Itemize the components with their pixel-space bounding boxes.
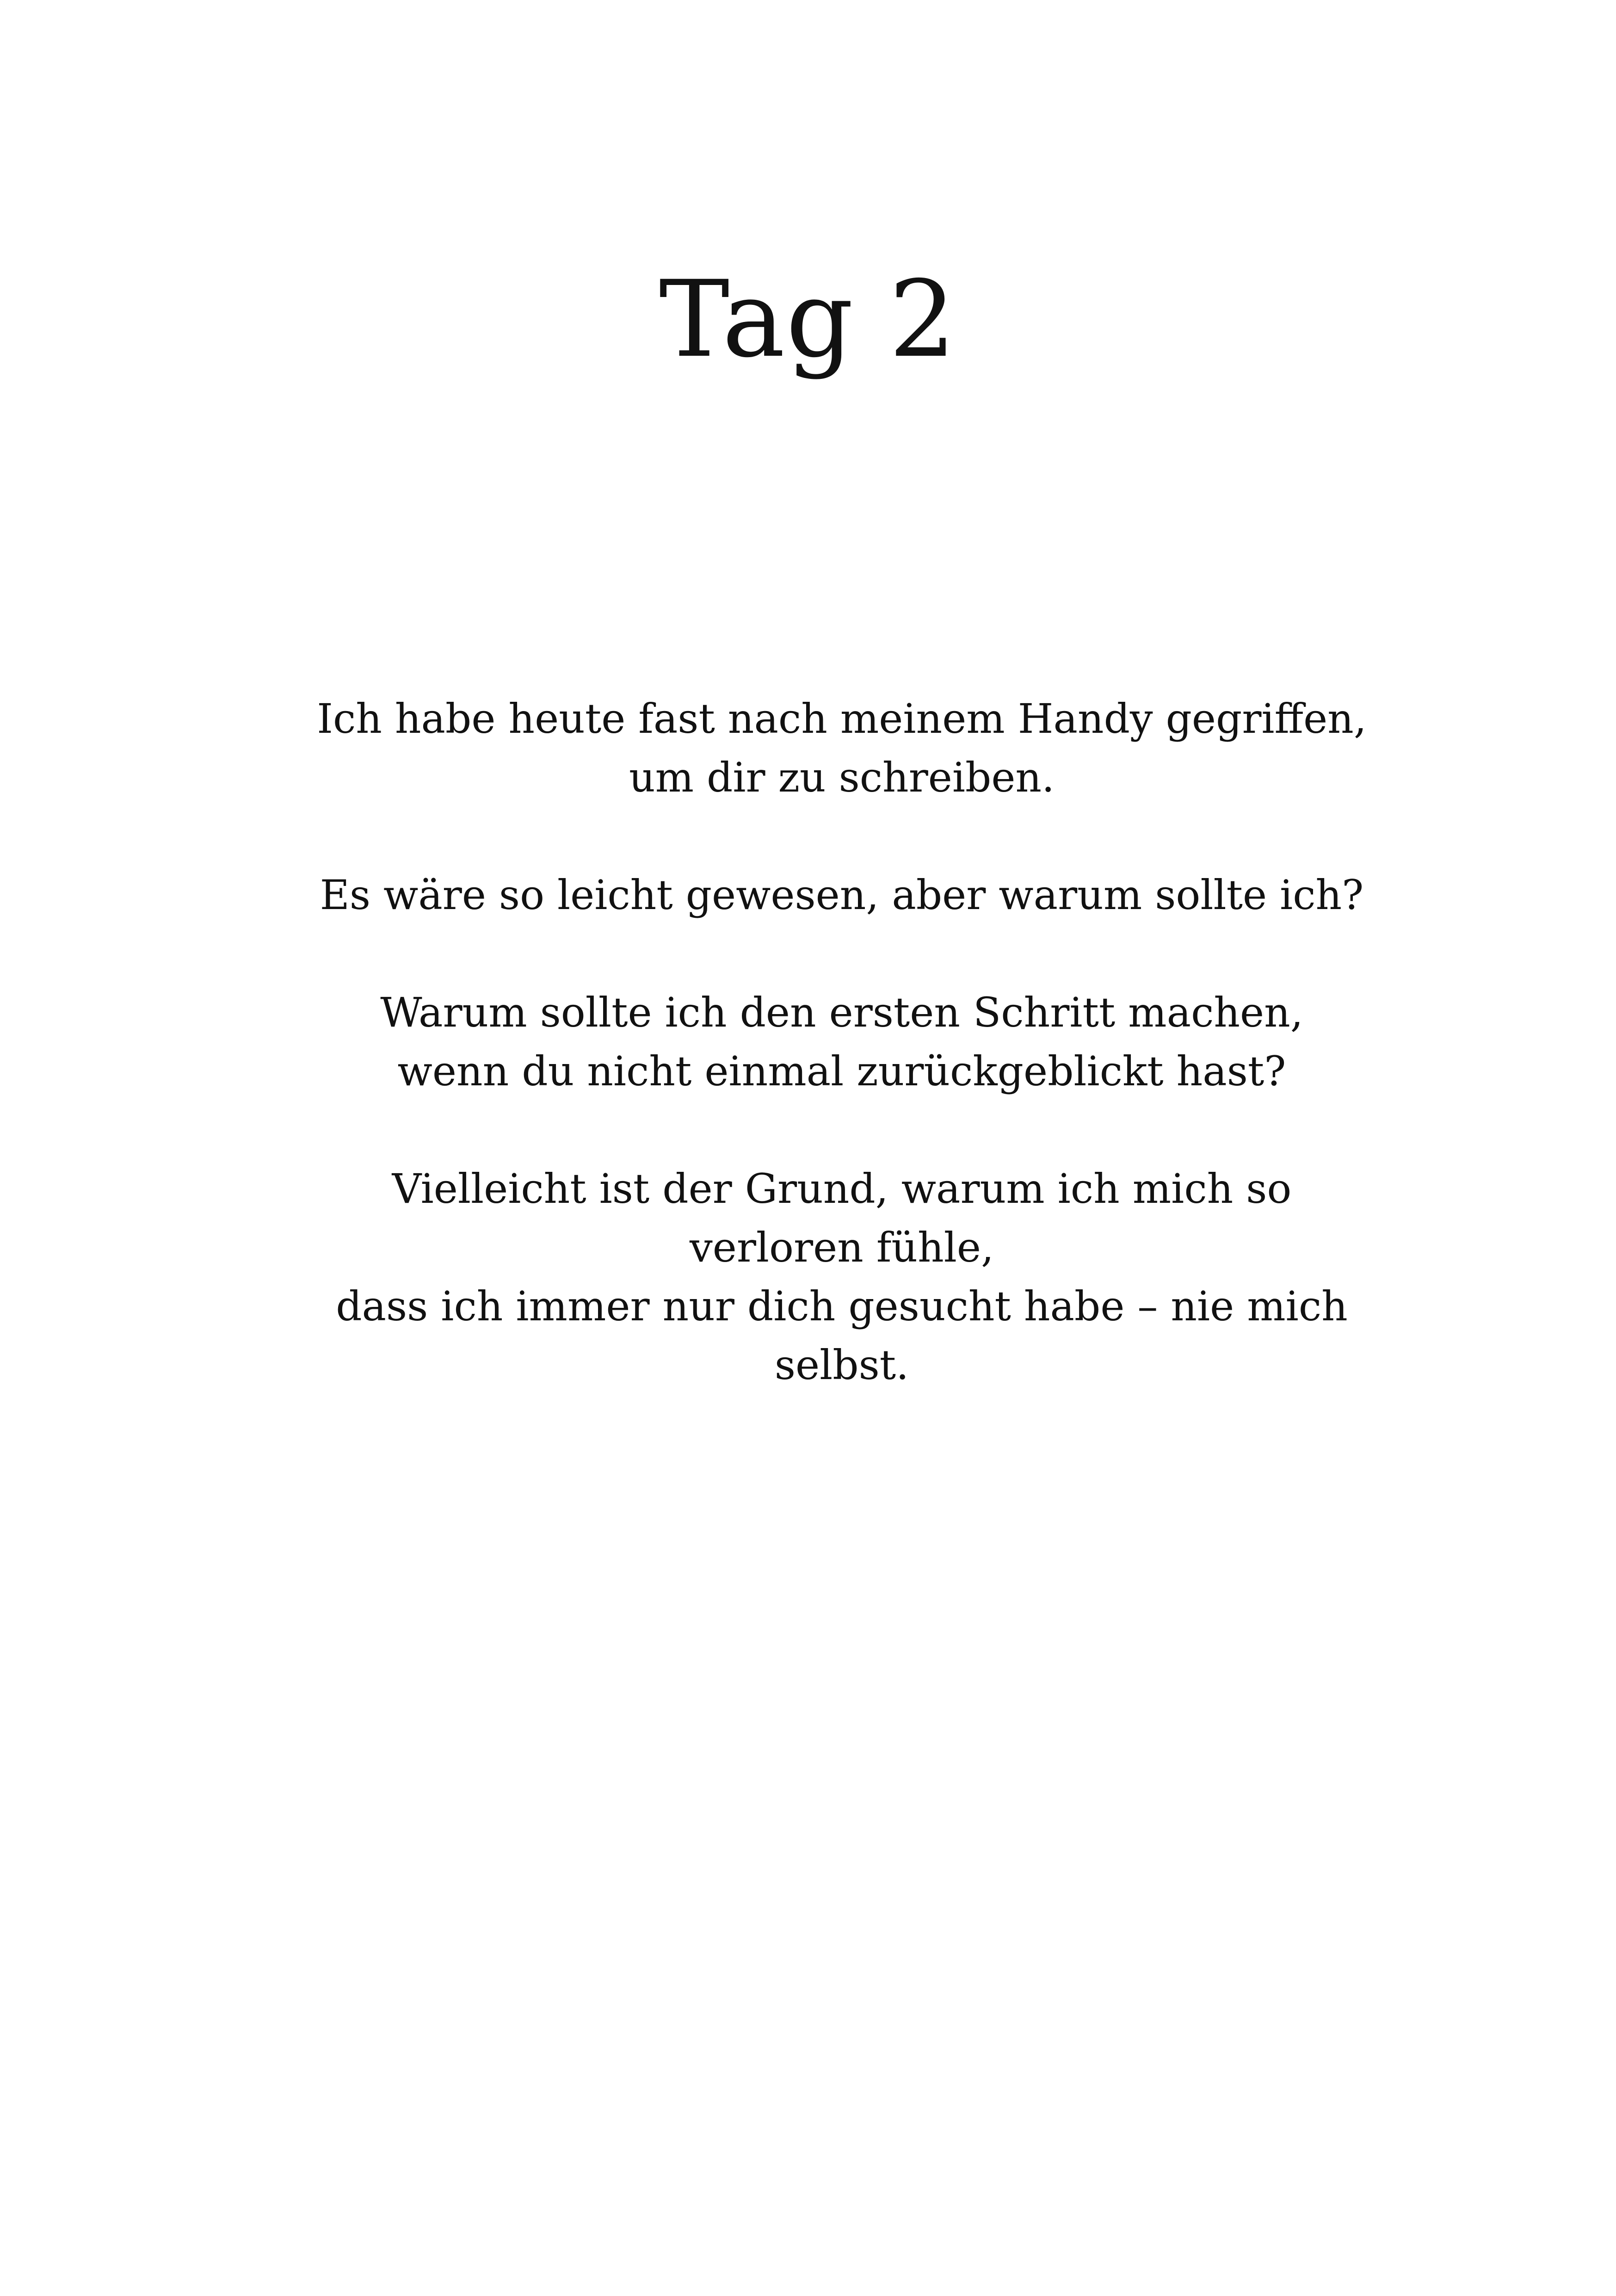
- text-line: um dir zu schreiben.: [629, 754, 1055, 801]
- text-line: Vielleicht ist der Grund, warum ich mich so: [392, 1165, 1292, 1213]
- text-line: Warum sollte ich den ersten Schritt machen,: [380, 989, 1303, 1036]
- text-line: dass ich immer nur dich gesucht habe – nie mich: [336, 1282, 1348, 1330]
- paragraph-3: [296, 983, 1388, 1101]
- poem-body: [296, 689, 1388, 1394]
- text-line: Es wäre so leicht gewesen, aber warum sollte ich?: [320, 871, 1364, 919]
- text-line: Ich habe heute fast nach meinem Handy gegriffen,: [317, 695, 1367, 743]
- text-line: wenn du nicht einmal zurückgeblickt hast?: [397, 1047, 1286, 1095]
- paragraph-spacer: [296, 1101, 1388, 1159]
- page-title: Tag 2: [659, 258, 957, 381]
- text-line: selbst.: [774, 1341, 909, 1389]
- paragraph-spacer: [296, 807, 1388, 866]
- paragraph-spacer: [296, 924, 1388, 983]
- paragraph-4: [296, 1159, 1388, 1394]
- paragraph-1: [296, 689, 1388, 807]
- paragraph-2: [296, 866, 1388, 924]
- text-line: verloren fühle,: [690, 1224, 994, 1271]
